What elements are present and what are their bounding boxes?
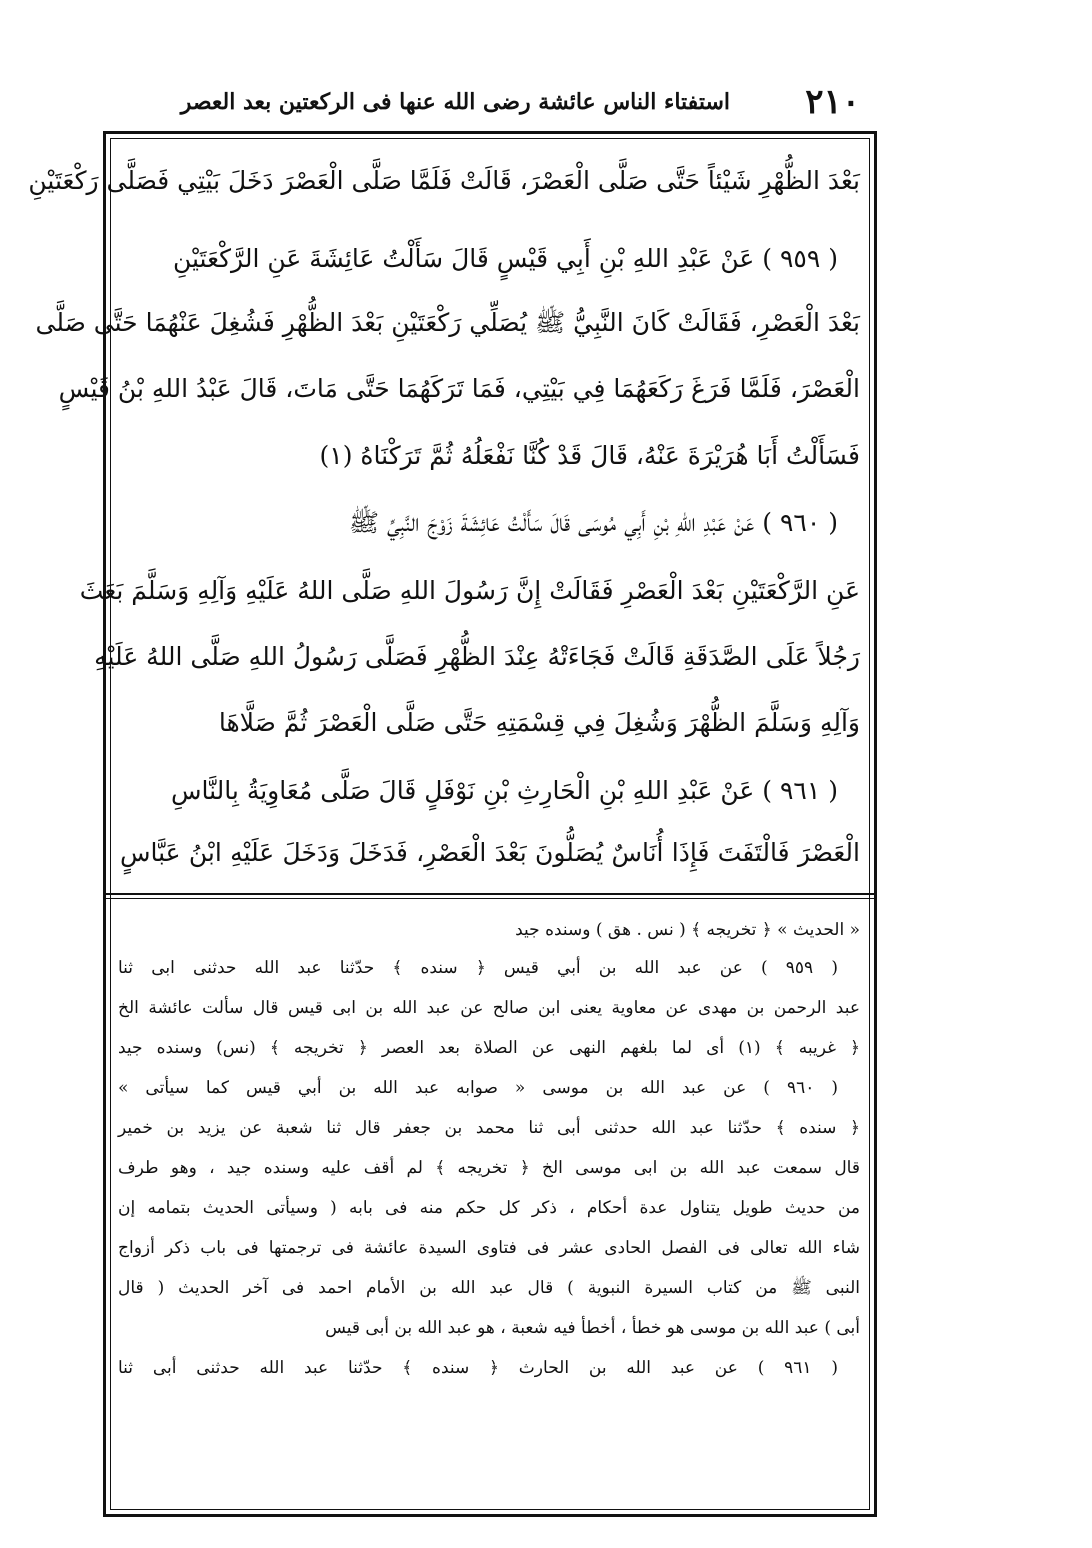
page-header [140, 80, 860, 124]
page-number: ٢١٠ [805, 82, 860, 122]
note-line-3: عبد الرحمن بن مهدى عن معاوية يعنى ابن صالح عن عبد الله بن ابى قيس قال سألت عائشة الخ [118, 998, 860, 1018]
hadith-960-line-1: ( ٩٦٠ ) عَنْ عَبْدِ اللهِ بْنِ أَبِي مُوسَى قَالَ سَأَلْتُ عَائِشَةَ زَوْجَ النَّبِيِّ ﷺ [348, 508, 838, 537]
hadith-959-line-2: بَعْدَ الْعَصْرِ، فَقَالَتْ كَانَ النَّبِيُّ ﷺ يُصَلِّي رَكْعَتَيْنِ بَعْدَ الظُّهْرِ فَشُغِلَ عَنْهُمَا حَتَّى صَلَّى [35, 308, 860, 337]
note-line-8: من حديث طويل يتناول عدة أحكام ، ذكر كل حكم منه فى بابه ( وسيأتى الحديث بتمامه إن [118, 1198, 860, 1218]
note-line-7: قال سمعت عبد الله بن ابى موسى الخ ﴿ تخريجه ﴾ لم أقف عليه وسنده جيد ، وهو طرف [118, 1158, 860, 1178]
footnotes [118, 908, 860, 1508]
note-line-10: النبى ﷺ من كتاب السيرة النبوية ) قال عبد الله بن الأمام احمد فى آخر الحديث ( قال [118, 1278, 860, 1298]
note-line-2: ( ٩٥٩ ) عن عبد الله بن أبي قيس ﴿ سنده ﴾ حدّثنا عبد الله حدثنى ابى ثنا [118, 958, 838, 978]
hadith-959-line-3: الْعَصْرَ، فَلَمَّا فَرَغَ رَكَعَهُمَا فِي بَيْتِي، فَمَا تَرَكَهُمَا حَتَّى مَاتَ، قَالَ عَبْدُ اللهِ بْنُ قَيْسٍ [58, 374, 860, 403]
note-line-1: « الحديث » ﴿ تخريجه ﴾ ( نس . هق ) وسنده جيد [515, 920, 860, 940]
main-text [28, 141, 860, 881]
hadith-959-line-1: ( ٩٥٩ ) عَنْ عَبْدِ اللهِ بْنِ أَبِي قَيْسٍ قَالَ سَأَلْتُ عَائِشَةَ عَنِ الرَّكْعَتَيْنِ [172, 244, 838, 273]
hadith-959-line-4: فَسَأَلْتُ أَبَا هُرَيْرَةَ عَنْهُ، قَالَ قَدْ كُنَّا نَفْعَلُهُ ثُمَّ تَرَكْنَاهُ (١) [319, 441, 860, 470]
hadith-961-line-1: ( ٩٦١ ) عَنْ عَبْدِ اللهِ بْنِ الْحَارِثِ بْنِ نَوْفَلٍ قَالَ صَلَّى مُعَاوِيَةُ بِالنَّاسِ [171, 776, 838, 805]
running-title: استفتاء الناس عائشة رضى الله عنها فى الركعتين بعد العصر [180, 89, 730, 115]
hadith-960-line-2: عَنِ الرَّكْعَتَيْنِ بَعْدَ الْعَصْرِ فَقَالَتْ إِنَّ رَسُولَ اللهِ صَلَّى اللهُ عَلَيْهِ وَآلِهِ وَسَلَّمَ بَعَثَ [79, 576, 860, 605]
hadith-960-line-3: رَجُلاً عَلَى الصَّدَقَةِ قَالَتْ فَجَاءَتْهُ عِنْدَ الظُّهْرِ فَصَلَّى رَسُولُ اللهِ صَلَّى اللهُ عَلَيْهِ [94, 642, 860, 671]
note-line-11: أبى ) عبد الله بن موسى هو خطأ ، أخطأ فيه شعبة ، هو عبد الله بن أبى قيس [325, 1318, 860, 1338]
hadith-961-line-2: الْعَصْرَ فَالْتَفَتَ فَإِذَا أُنَاسٌ يُصَلُّونَ بَعْدَ الْعَصْرِ، فَدَخَلَ وَدَخَلَ عَلَيْهِ ابْنُ عَبَّاسٍ [120, 838, 860, 867]
footnote-divider [105, 893, 875, 899]
note-line-5: ( ٩٦٠ ) عن عبد الله بن موسى « صوابه عبد الله بن أبي قيس كما سيأتى » [118, 1078, 838, 1098]
note-line-12: ( ٩٦١ ) عن عبد الله بن الحارث ﴿ سنده ﴾ حدّثنا عبد الله حدثنى أبى ثنا [118, 1358, 838, 1378]
note-line-6: ﴿ سنده ﴾ حدّثنا عبد الله حدثنى أبى ثنا محمد بن جعفر قال ثنا شعبة عن يزيد بن خمير [118, 1118, 860, 1138]
note-line-4: ﴿ غريبه ﴾ (١) أى لما بلغهم النهى عن الصلاة بعد العصر ﴿ تخريجه ﴾ (نس) وسنده جيد [118, 1038, 860, 1058]
hadith-960-line-4: وَآلِهِ وَسَلَّمَ الظُّهْرَ وَشُغِلَ فِي قِسْمَتِهِ حَتَّى صَلَّى الْعَصْرَ ثُمَّ صَلَّاهَا [218, 708, 860, 737]
main-line-1: بَعْدَ الظُّهْرِ شَيْئاً حَتَّى صَلَّى الْعَصْرَ، قَالَتْ فَلَمَّا صَلَّى الْعَصْرَ دَخَلَ بَيْتِي فَصَلَّى رَكْعَتَيْنِ [28, 166, 860, 195]
note-line-9: شاء الله تعالى فى الفصل الحادى عشر فى فتاوى السيدة عائشة فى ترجمتها فى باب ذكر أزواج [118, 1238, 860, 1258]
